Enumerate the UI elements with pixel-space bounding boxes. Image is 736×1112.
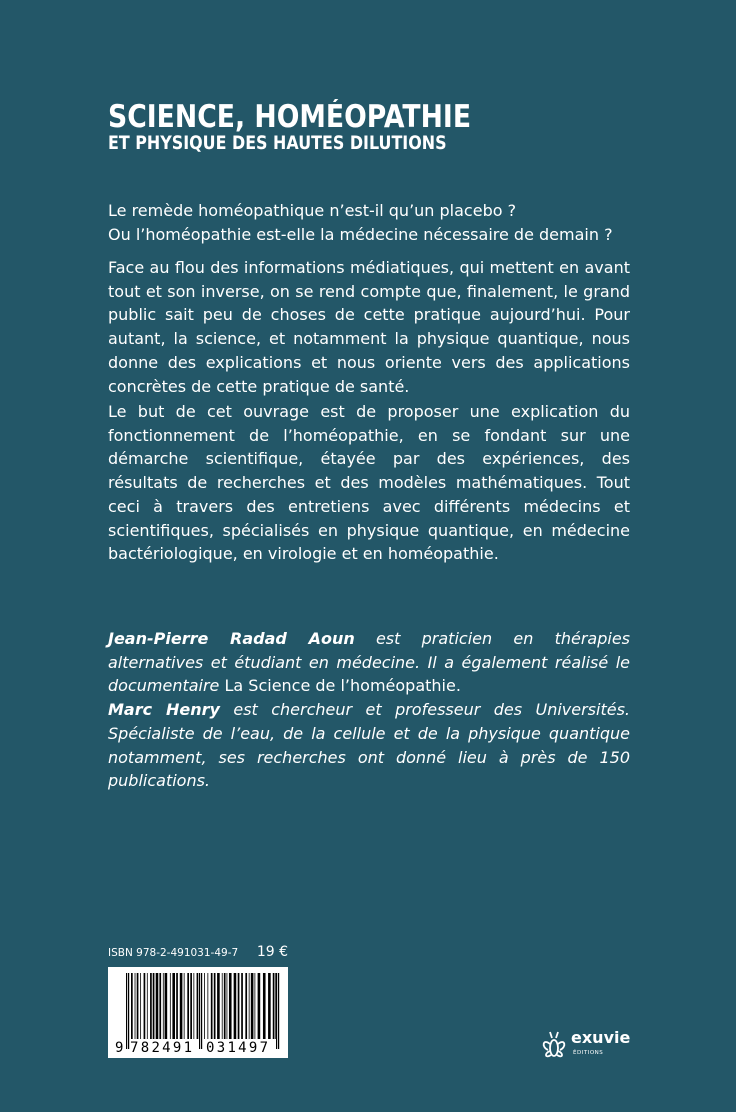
author-2-bio (108, 698, 630, 793)
author-1-bio-text: est praticien en thérapies alternatives et étudiant en médecine. Il a également réalisé le documentaire (108, 629, 630, 696)
barcode-right-digits: 031497 (206, 1040, 271, 1056)
isbn-price-line (108, 944, 288, 960)
author-2-bio-text: est chercheur et professeur des Universités. Spécialiste de l’eau, de la cellule et de la physique quantique notamment, ses recherches ont donné lieu à près de 150 publications. (108, 700, 630, 791)
author-1-name: Jean-Pierre Radad Aoun (108, 629, 355, 648)
author-2-name: Marc Henry (108, 700, 220, 720)
author-1-bio (108, 627, 630, 698)
price: 19 € (256, 944, 288, 960)
barcode-left-digits: 782491 (130, 1040, 195, 1056)
question-2: Ou l’homéopathie est-elle la médecine nécessaire de demain ? (108, 224, 613, 244)
title-subtitle: ET PHYSIQUE DES HAUTES DILUTIONS (108, 133, 447, 154)
publisher-logo (540, 1026, 640, 1066)
title-main: SCIENCE, HOMÉOPATHIE (108, 99, 472, 135)
paragraph-1 (108, 256, 630, 398)
barcode (108, 967, 288, 1058)
barcode-first-digit: 9 (115, 1040, 124, 1056)
question-1: Le remède homéopathique n’est-il qu’un placebo ? (108, 201, 517, 220)
publisher-name: exuvie (571, 1028, 631, 1047)
book-title (108, 100, 668, 154)
questions (108, 199, 630, 246)
bee-icon (540, 1028, 568, 1060)
isbn: ISBN 978-2-491031-49-7 (108, 947, 239, 959)
author-bios (108, 627, 630, 793)
publisher-subtitle: ÉDITIONS (573, 1050, 604, 1056)
paragraph-2 (108, 400, 630, 566)
paragraph-1-text: Face au flou des informations médiatiques, qui mettent en avant tout et son inverse, on se rend compte que, finalement, le grand public sait peu de choses de cette pratique aujourd’hui. Pour autant, la science, et notamment la physique quantique, nous donne des explications et nous oriente vers des applications concrètes de cette pratique de santé. (108, 258, 630, 396)
paragraph-2-text: Le but de cet ouvrage est de proposer une explication du fonctionnement de l’homéopathie, en se fondant sur une démarche scientifique, étayée par des expériences, des résultats de recherches et des modèles mathématiques. Tout ceci à travers des entretiens avec différents médecins et scientifiques, spécialisés en physique quantique, en médecine bactériologique, en virologie et en homéopathie. (108, 402, 630, 564)
documentary-title: La Science de l’homéopathie. (224, 676, 461, 696)
